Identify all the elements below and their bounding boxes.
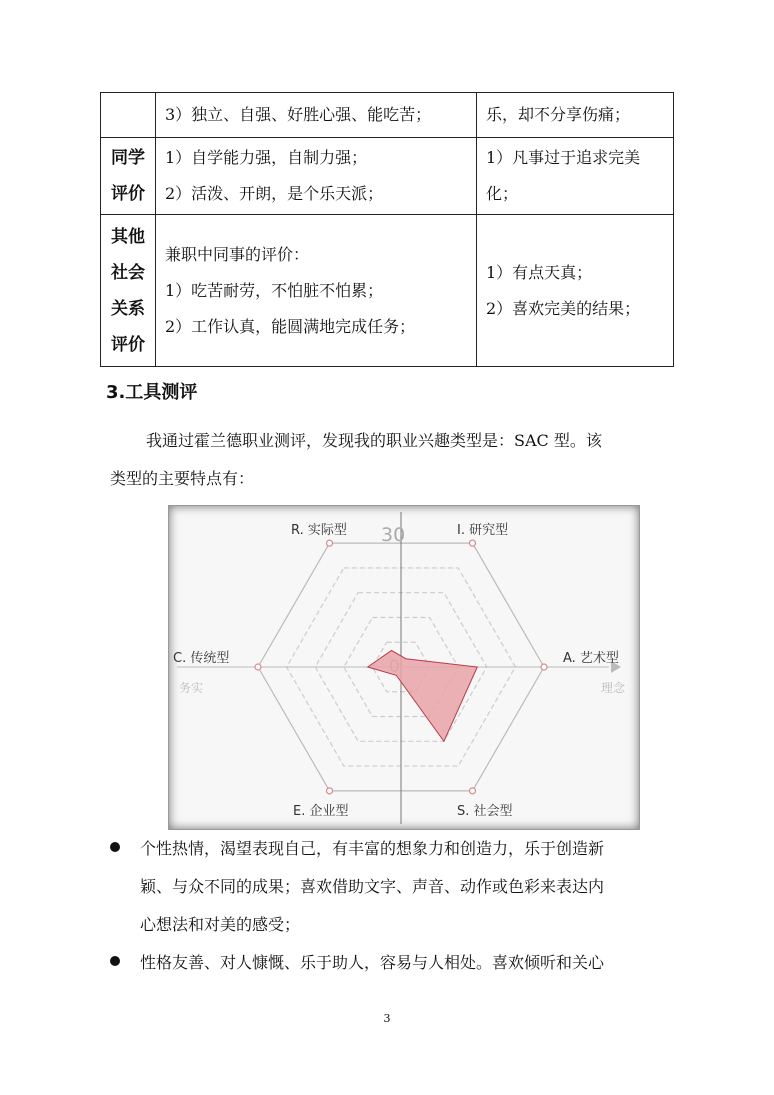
axis-end-marker [470,788,476,794]
evaluation-table [100,92,674,367]
left-axis-label: 务实 [179,681,204,695]
section-heading: 3.工具测评 [106,382,198,403]
axis-end-marker [327,540,333,546]
axis-end-marker [327,788,333,794]
axis-end-marker [541,664,547,670]
strengths-cell: 1）自学能力强，自制力强； 2）活泼、开朗，是个乐天派； [156,138,477,215]
axis-label-s: S. 社会型 [457,804,513,819]
strengths-cell: 3）独立、自强、好胜心强、能吃苦； [156,93,477,138]
table-row [101,93,674,138]
axis-end-marker [470,540,476,546]
bullet-1-line-3: 心想法和对美的感受； [140,915,301,934]
intro-line-2: 类型的主要特点有： [110,469,255,488]
axis-end-marker [255,664,261,670]
axis-label-e: E. 企业型 [293,804,349,819]
axis-label-c: C. 传统型 [173,651,230,666]
axis-label-i: I. 研究型 [457,523,509,538]
holland-radar-chart [168,505,640,830]
bullet-1-line-2: 颖、与众不同的成果；喜欢借助文字、声音、动作或色彩来表达内 [140,877,605,896]
row-header: 其他 社会 关系 评价 [101,215,156,367]
score-polygon [368,650,478,741]
right-axis-label: 理念 [601,681,626,695]
axis-label-r: R. 实际型 [291,523,347,538]
table-row [101,215,674,367]
bullet-dot [110,956,120,966]
radar-svg [169,506,639,829]
max-tick-label: 30 [381,524,406,546]
axis-label-a: A. 艺术型 [563,651,619,666]
bullet-1-line-1: 个性热情，渴望表现自己，有丰富的想象力和创造力，乐于创造新 [140,839,605,858]
bullet-dot [110,842,120,852]
intro-line-1: 我通过霍兰德职业测评，发现我的职业兴趣类型是：SAC 型。该 [146,431,602,450]
strengths-cell: 兼职中同事的评价： 1）吃苦耐劳，不怕脏不怕累； 2）工作认真，能圆满地完成任务； [156,215,477,367]
weaknesses-cell: 1）有点天真； 2）喜欢完美的结果； [477,215,674,367]
row-header: 同学 评价 [101,138,156,215]
weaknesses-cell: 乐，却不分享伤痛； [477,93,674,138]
page-number: 3 [383,1012,391,1025]
table-row [101,138,674,215]
row-header [101,93,156,138]
bullet-2-line-1: 性格友善、对人慷慨、乐于助人，容易与人相处。喜欢倾听和关心 [140,953,605,972]
weaknesses-cell: 1）凡事过于追求完美 化； [477,138,674,215]
